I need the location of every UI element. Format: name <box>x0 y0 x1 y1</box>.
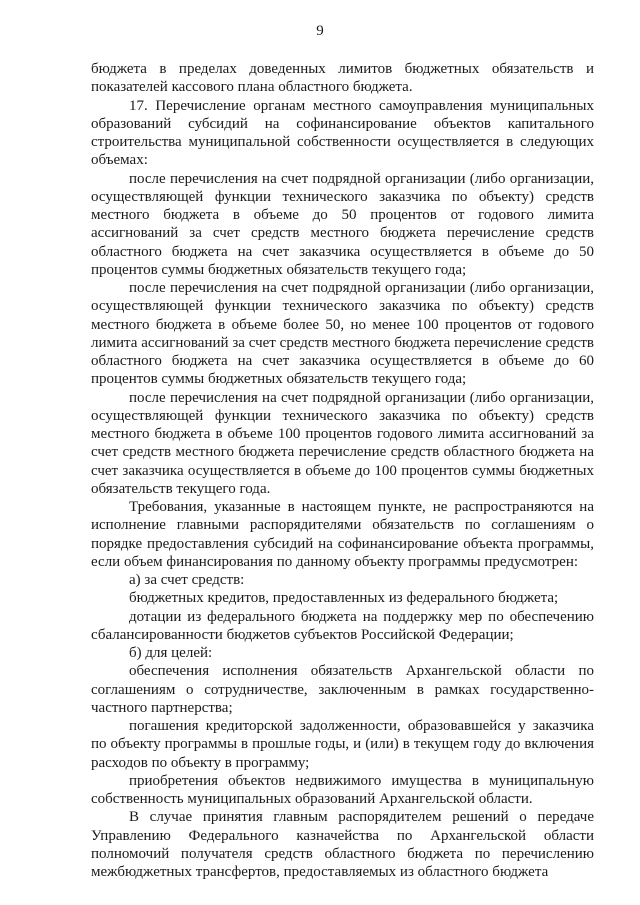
paragraph-volume-60: после перечисления на счет подрядной организации (либо организации, осуществляющей функции технического заказчика по объекту) средств местного бюджета в объеме более 50, но менее 100 процентов от годового лимита ассигнований за счет средств местного бюджета перечисление средств областного бюджета на счет заказчика осуществляется в объеме до 60 процентов суммы бюджетных обязательств текущего года; <box>91 280 594 388</box>
paragraph-item-17: 17. Перечисление органам местного самоуправления муниципальных образований субсидий на софинансирование объектов капитального строительства муниципальной собственности осуществляется в следующих объемах: <box>91 97 594 169</box>
page-number: 9 <box>316 23 324 39</box>
paragraph-sub-a: а) за счет средств: <box>129 572 245 588</box>
paragraph-sub-b: б) для целей: <box>129 645 213 661</box>
document-body <box>91 60 594 881</box>
paragraph-federal-grants: дотации из федерального бюджета на поддержку мер по обеспечению сбалансированности бюджетов субъектов Российской Федерации; <box>91 608 594 643</box>
paragraph-requirements: Требования, указанные в настоящем пункте, не распространяются на исполнение главными распорядителями обязательств по соглашениям о порядке предоставления субсидий на софинансирование объекта программы, если объем финансирования по данному объекту программы предусмотрен: <box>91 499 594 570</box>
paragraph-treasury-transfer: В случае принятия главным распорядителем решений о передаче Управлению Федерального казначейства по Архангельской области полномочий получателя средств областного бюджета по перечислению межбюджетных трансфертов, предоставляемых из областного бюджета <box>91 809 594 880</box>
paragraph-debt-repayment: погашения кредиторской задолженности, образовавшейся у заказчика по объекту программы в прошлые годы, и (или) в текущем году до включения расходов по объекту в программу; <box>91 718 594 771</box>
paragraph-real-estate: приобретения объектов недвижимого имущества в муниципальную собственность муниципальных образований Архангельской области. <box>91 772 594 807</box>
paragraph-federal-credits: бюджетных кредитов, предоставленных из федерального бюджета; <box>129 590 559 607</box>
paragraph-volume-100: после перечисления на счет подрядной организации (либо организации, осуществляющей функции технического заказчика по объекту) средств местного бюджета в объеме 100 процентов годового лимита ассигнований за счет средств местного бюджета перечисление средств областного бюджета на счет заказчика осуществляется в объеме до 100 процентов суммы бюджетных обязательств текущего года. <box>91 389 594 497</box>
paragraph-partnership: обеспечения исполнения обязательств Архангельской области по соглашениям о сотрудничестве, заключенным в рамках государственно-частного партнерства; <box>91 663 594 716</box>
paragraph-continuation: бюджета в пределах доведенных лимитов бюджетных обязательств и показателей кассового плана областного бюджета. <box>91 61 594 96</box>
paragraph-volume-50: после перечисления на счет подрядной организации (либо организации, осуществляющей функции технического заказчика по объекту) средств местного бюджета в объеме до 50 процентов от годового лимита ассигнований за счет средств местного бюджета перечисление средств областного бюджета на счет заказчика осуществляется в объеме до 50 процентов суммы бюджетных обязательств текущего года; <box>91 170 594 278</box>
